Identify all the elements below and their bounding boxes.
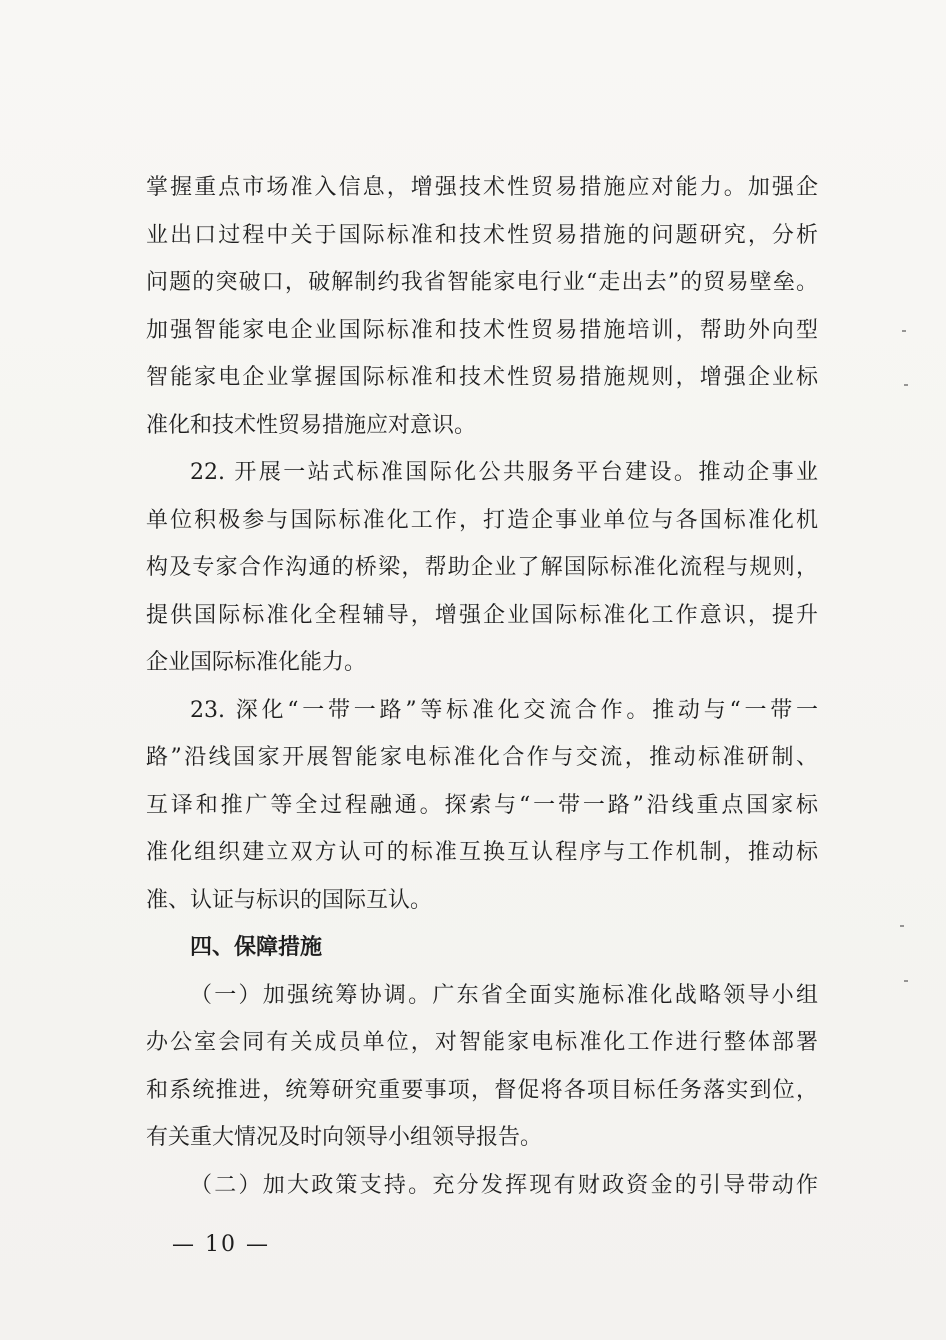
measure-1-line: 和系统推进，统筹研究重要事项，督促将各项目标任务落实到位， — [146, 1077, 818, 1103]
item-23-line: 路”沿线国家开展智能家电标准化合作与交流，推动标准研制、 — [146, 745, 818, 770]
text-line: 加强智能家电企业国际标准和技术性贸易措施培训，帮助外向型 — [146, 317, 818, 343]
text-line: 智能家电企业掌握国际标准和技术性贸易措施规则，增强企业标 — [146, 365, 818, 390]
measure-2-line: （二）加大政策支持。充分发挥现有财政资金的引导带动作 — [190, 1172, 818, 1198]
item-23-line: 23. 深化“一带一路”等标准化交流合作。推动与“一带一 — [190, 697, 818, 723]
page-number: — 10 — — [172, 1232, 270, 1257]
text-line: 准化和技术性贸易措施应对意识。 — [146, 412, 477, 438]
scan-speck — [902, 330, 906, 332]
item-23-line: 准化组织建立双方认可的标准互换互认程序与工作机制，推动标 — [146, 840, 818, 865]
measure-1-line: （一）加强统筹协调。广东省全面实施标准化战略领导小组 — [190, 982, 818, 1008]
item-22-line: 企业国际标准化能力。 — [146, 650, 367, 675]
item-23-line: 互译和推广等全过程融通。探索与“一带一路”沿线重点国家标 — [146, 792, 818, 818]
item-22-line: 单位积极参与国际标准化工作，打造企事业单位与各国标准化机 — [146, 507, 818, 533]
text-line: 业出口过程中关于国际标准和技术性贸易措施的问题研究，分析 — [146, 222, 818, 248]
scan-speck — [900, 925, 904, 927]
text-line: 掌握重点市场准入信息，增强技术性贸易措施应对能力。加强企 — [146, 175, 818, 200]
document-body — [146, 164, 818, 1209]
text-line: 问题的突破口，破解制约我省智能家电行业“走出去”的贸易壁垒。 — [146, 270, 818, 295]
item-22-line: 22. 开展一站式标准国际化公共服务平台建设。推动企事业 — [190, 460, 818, 485]
scan-speck — [904, 384, 908, 386]
section-heading: 四、保障措施 — [190, 935, 323, 960]
item-22-line: 提供国际标准化全程辅导，增强企业国际标准化工作意识，提升 — [146, 602, 818, 628]
scan-speck — [904, 980, 908, 982]
measure-1-line: 办公室会同有关成员单位，对智能家电标准化工作进行整体部署 — [146, 1030, 818, 1055]
item-22-line: 构及专家合作沟通的桥梁，帮助企业了解国际标准化流程与规则， — [146, 555, 818, 580]
measure-1-line: 有关重大情况及时向领导小组领导报告。 — [146, 1125, 543, 1150]
item-23-line: 准、认证与标识的国际互认。 — [146, 887, 433, 913]
